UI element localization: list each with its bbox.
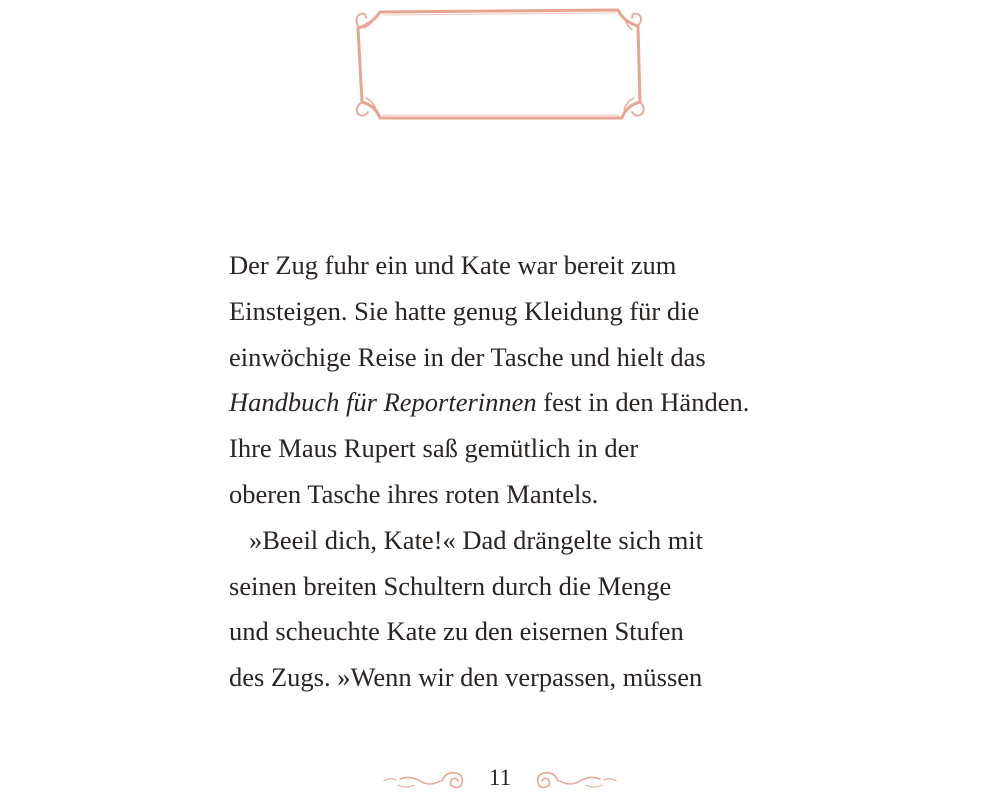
chapter-frame-ornament xyxy=(350,4,648,124)
text-line: oberen Tasche ihres roten Mantels. xyxy=(229,478,599,509)
ornamental-frame-icon xyxy=(350,4,648,124)
text-fragment: fest in den Händen. xyxy=(536,387,750,418)
text-line: und scheuchte Kate zu den eisernen Stufen xyxy=(229,616,684,647)
text-line: des Zugs. »Wenn wir den verpassen, müssen xyxy=(229,662,703,693)
text-line: seinen breiten Schultern durch die Menge xyxy=(229,570,672,601)
text-line: »Beeil dich, Kate!« Dad drängelte sich mit xyxy=(249,524,704,555)
flourish-icon xyxy=(530,765,620,795)
text-line: einwöchige Reise in der Tasche und hielt das xyxy=(229,341,706,372)
text-line: Der Zug fuhr ein und Kate war bereit zum xyxy=(229,250,677,280)
text-line: Einsteigen. Sie hatte genug Kleidung für die xyxy=(229,295,700,326)
page-footer xyxy=(380,755,620,799)
body-text xyxy=(229,243,789,701)
text-line: Ihre Maus Rupert saß gemütlich in der xyxy=(229,433,639,464)
page-number: 11 xyxy=(488,765,512,790)
book-title: Handbuch für Reporterinnen xyxy=(229,387,537,418)
text-line xyxy=(229,380,789,426)
